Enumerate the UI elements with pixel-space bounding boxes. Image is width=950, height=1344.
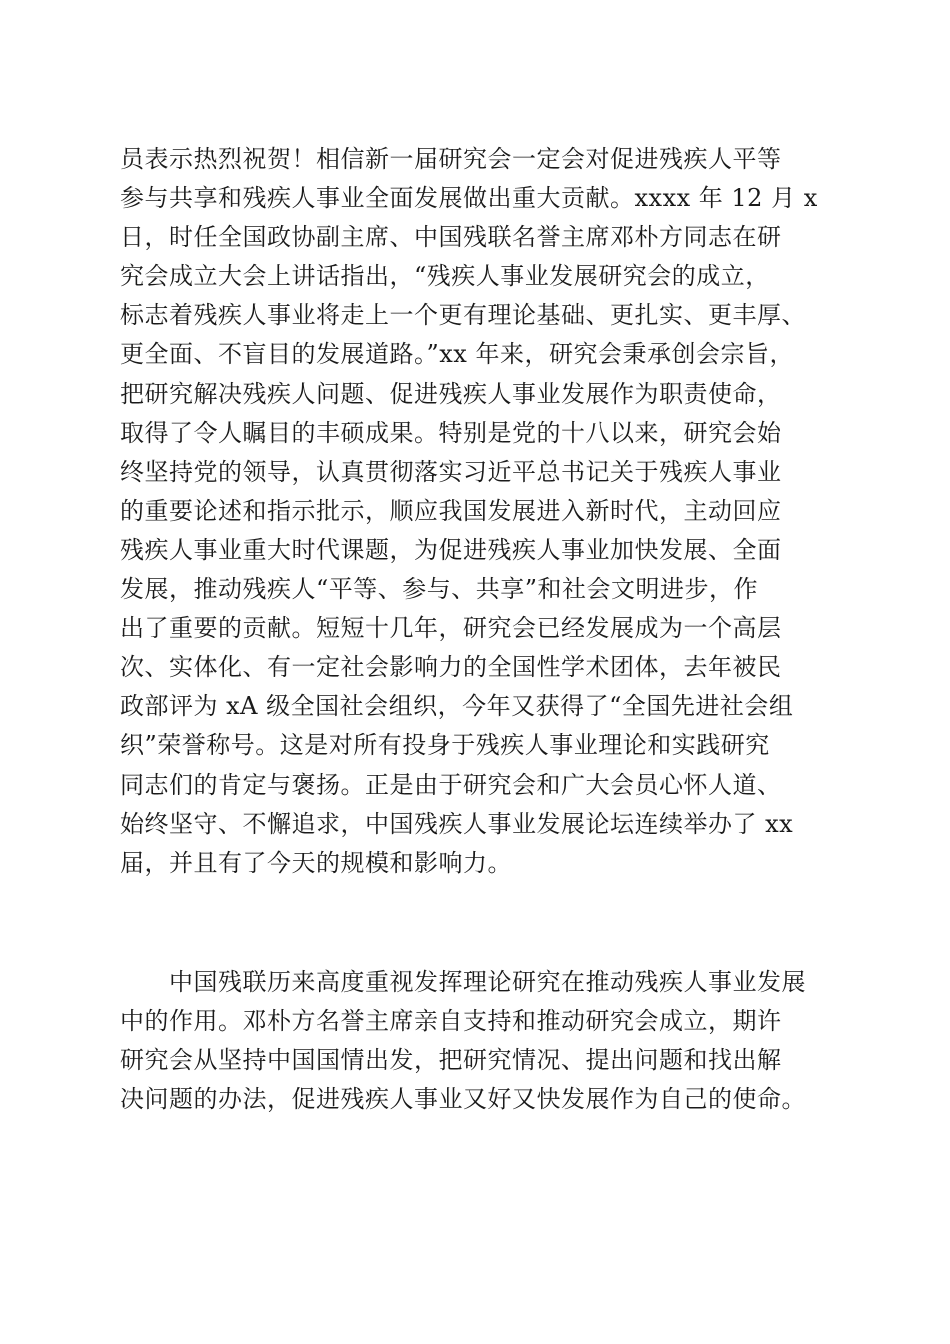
paragraph-2 bbox=[120, 963, 840, 1119]
text-line: 始终坚守、不懈追求，中国残疾人事业发展论坛连续举办了 xx bbox=[120, 809, 794, 838]
text-line: 决问题的办法，促进残疾人事业又好又快发展作为自己的使命。 bbox=[120, 1085, 806, 1114]
text-line: 政部评为 xA 级全国社会组织，今年又获得了“全国先进社会组 bbox=[120, 692, 794, 721]
text-line: 研究会从坚持中国国情出发，把研究情况、提出问题和找出解 bbox=[120, 1046, 782, 1075]
text-line: 标志着残疾人事业将走上一个更有理论基础、更扎实、更丰厚、 bbox=[120, 301, 806, 330]
text-line: 中国残联历来高度重视发挥理论研究在推动残疾人事业发展 bbox=[120, 968, 806, 996]
text-line: 残疾人事业重大时代课题，为促进残疾人事业加快发展、全面 bbox=[120, 535, 782, 564]
text-line: 更全面、不盲目的发展道路。”xx 年来，研究会秉承创会宗旨， bbox=[120, 340, 794, 369]
text-line: 员表示热烈祝贺！相信新一届研究会一定会对促进残疾人平等 bbox=[120, 145, 782, 173]
paragraph-1 bbox=[120, 140, 840, 883]
text-line: 参与共享和残疾人事业全面发展做出重大贡献。xxxx 年 12 月 x bbox=[120, 184, 818, 213]
text-line: 中的作用。邓朴方名誉主席亲自支持和推动研究会成立，期许 bbox=[120, 1007, 782, 1036]
text-line: 次、实体化、有一定社会影响力的全国性学术团体，去年被民 bbox=[120, 653, 782, 682]
text-line: 同志们的肯定与褒扬。正是由于研究会和广大会员心怀人道、 bbox=[120, 770, 782, 799]
text-line: 出了重要的贡献。短短十几年，研究会已经发展成为一个高层 bbox=[120, 614, 782, 643]
text-line: 究会成立大会上讲话指出，“残疾人事业发展研究会的成立， bbox=[120, 262, 770, 291]
text-line: 织”荣誉称号。这是对所有投身于残疾人事业理论和实践研究 bbox=[120, 731, 770, 760]
text-line: 终坚持党的领导，认真贯彻落实习近平总书记关于残疾人事业 bbox=[120, 457, 782, 486]
text-line: 取得了令人瞩目的丰硕成果。特别是党的十八以来，研究会始 bbox=[120, 418, 782, 447]
text-line: 把研究解决残疾人问题、促进残疾人事业发展作为职责使命， bbox=[120, 379, 782, 408]
text-line: 届，并且有了今天的规模和影响力。 bbox=[120, 848, 512, 877]
text-line: 日，时任全国政协副主席、中国残联名誉主席邓朴方同志在研 bbox=[120, 223, 782, 252]
text-line: 发展，推动残疾人“平等、参与、共享”和社会文明进步，作 bbox=[120, 575, 759, 604]
text-line: 的重要论述和指示批示，顺应我国发展进入新时代，主动回应 bbox=[120, 496, 782, 525]
